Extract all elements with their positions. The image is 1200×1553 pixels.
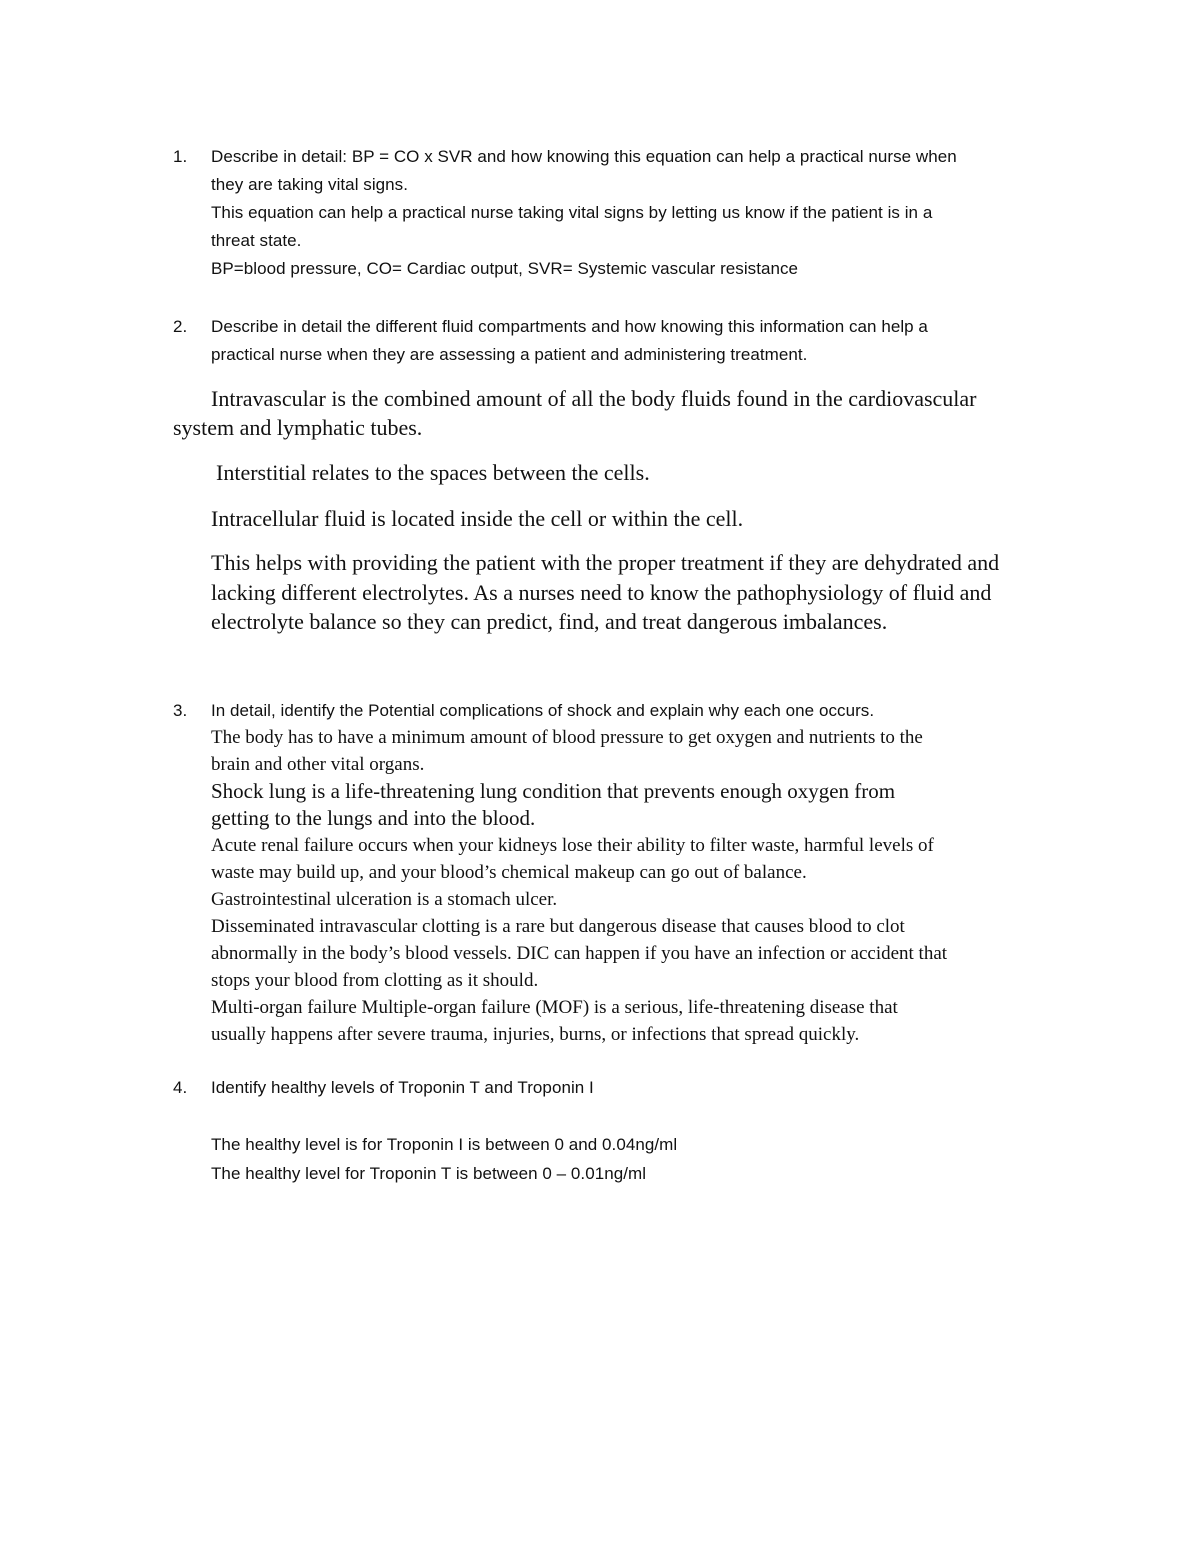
q2-summary-line2: lacking different electrolytes. As a nurses need to know the pathophysiology of fluid and <box>211 580 992 605</box>
q2-summary-line3: electrolyte balance so they can predict, find, and treat dangerous imbalances. <box>211 609 888 634</box>
q3-renal-line1: Acute renal failure occurs when your kidneys lose their ability to filter waste, harmful levels of <box>211 835 934 856</box>
q1-answer-line2: threat state. <box>211 231 302 250</box>
q4-question-line1: Identify healthy levels of Troponin T and Troponin I <box>211 1078 594 1097</box>
q2-interstitial: Interstitial relates to the spaces between the cells. <box>216 460 650 485</box>
q2-intravascular-line1: Intravascular is the combined amount of all the body fluids found in the cardiovascular <box>211 386 977 411</box>
q3-answer-line1: The body has to have a minimum amount of blood pressure to get oxygen and nutrients to the <box>211 727 923 748</box>
q4-answer-line2: The healthy level for Troponin T is between 0 – 0.01ng/ml <box>211 1164 647 1183</box>
q3-renal-line2: waste may build up, and your blood’s chemical makeup can go out of balance. <box>211 862 807 883</box>
q3-dic-line1: Disseminated intravascular clotting is a rare but dangerous disease that causes blood to clot <box>211 916 905 937</box>
q1-question-line1: Describe in detail: BP = CO x SVR and how knowing this equation can help a practical nurse when <box>211 147 957 166</box>
q2-intravascular-line2: system and lymphatic tubes. <box>173 415 423 440</box>
q4-answer-line1: The healthy level is for Troponin I is between 0 and 0.04ng/ml <box>211 1135 678 1154</box>
q1-question-line2: they are taking vital signs. <box>211 175 408 194</box>
q2-intracellular: Intracellular fluid is located inside the cell or within the cell. <box>211 506 744 531</box>
q3-shock-lung-line1: Shock lung is a life-threatening lung condition that prevents enough oxygen from <box>211 779 896 803</box>
q1-number: 1. <box>173 147 188 166</box>
q2-question-line1: Describe in detail the different fluid compartments and how knowing this information can help a <box>211 317 928 336</box>
q3-number: 3. <box>173 701 188 720</box>
q4-number: 4. <box>173 1078 188 1097</box>
q3-dic-line2: abnormally in the body’s blood vessels. DIC can happen if you have an infection or accident that <box>211 943 948 964</box>
q2-summary-line1: This helps with providing the patient with the proper treatment if they are dehydrated and <box>211 550 1000 575</box>
q1-answer-line3: BP=blood pressure, CO= Cardiac output, SVR= Systemic vascular resistance <box>211 259 799 278</box>
q2-number: 2. <box>173 317 188 336</box>
q3-answer-line2: brain and other vital organs. <box>211 754 425 775</box>
q1-answer-line1: This equation can help a practical nurse taking vital signs by letting us know if the patient is in a <box>211 203 933 222</box>
q3-mof-line2: usually happens after severe trauma, injuries, burns, or infections that spread quickly. <box>211 1024 860 1045</box>
q3-shock-lung-line2: getting to the lungs and into the blood. <box>211 806 536 830</box>
q3-question-line1: In detail, identify the Potential complications of shock and explain why each one occurs. <box>211 701 875 720</box>
q3-mof-line1: Multi-organ failure Multiple-organ failure (MOF) is a serious, life-threatening disease that <box>211 997 898 1018</box>
q3-gi-ulceration: Gastrointestinal ulceration is a stomach ulcer. <box>211 889 558 910</box>
q2-question-line2: practical nurse when they are assessing a patient and administering treatment. <box>211 345 808 364</box>
q3-dic-line3: stops your blood from clotting as it should. <box>211 970 539 991</box>
